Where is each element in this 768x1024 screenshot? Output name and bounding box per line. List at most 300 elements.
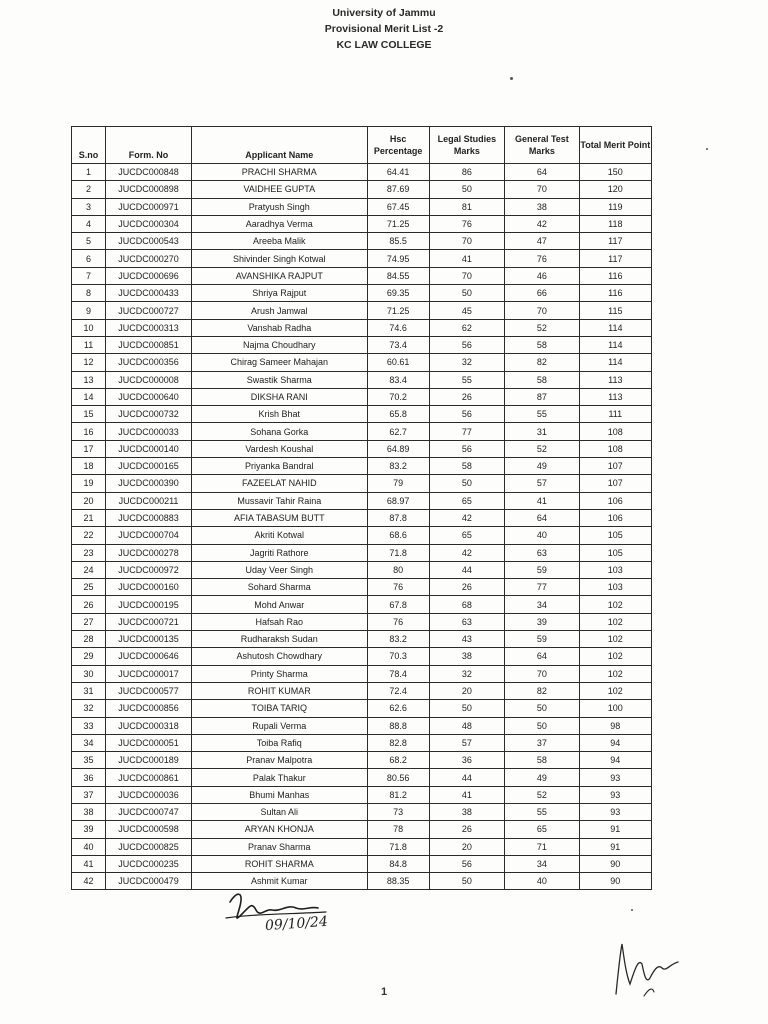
table-cell: 59	[505, 561, 579, 578]
table-row	[72, 734, 652, 751]
table-cell: 55	[429, 371, 504, 388]
table-row	[72, 371, 652, 388]
table-cell: 87.69	[367, 181, 429, 198]
table-row	[72, 509, 652, 526]
table-cell: 115	[579, 302, 651, 319]
table-cell: 63	[505, 544, 579, 561]
table-cell: JUCDC000721	[106, 613, 192, 630]
table-cell: 39	[72, 821, 106, 838]
table-cell: 91	[579, 821, 651, 838]
table-row	[72, 198, 652, 215]
table-cell: 74.95	[367, 250, 429, 267]
table-cell: 34	[505, 596, 579, 613]
table-cell: JUCDC000577	[106, 682, 192, 699]
table-cell: 20	[429, 838, 504, 855]
table-cell: 82	[505, 682, 579, 699]
table-cell: JUCDC000160	[106, 579, 192, 596]
table-cell: 74.6	[367, 319, 429, 336]
table-cell: 111	[579, 406, 651, 423]
table-cell: Sohana Gorka	[191, 423, 367, 440]
table-cell: Shriya Rajput	[191, 285, 367, 302]
table-cell: 49	[505, 769, 579, 786]
table-cell: JUCDC000696	[106, 267, 192, 284]
table-cell: 76	[429, 215, 504, 232]
table-cell: 102	[579, 631, 651, 648]
table-cell: 41	[72, 855, 106, 872]
table-cell: JUCDC000727	[106, 302, 192, 319]
table-cell: Swastik Sharma	[191, 371, 367, 388]
table-cell: JUCDC000135	[106, 631, 192, 648]
table-cell: 67.8	[367, 596, 429, 613]
table-row	[72, 544, 652, 561]
table-cell: 107	[579, 458, 651, 475]
table-cell: JUCDC000189	[106, 752, 192, 769]
table-cell: 82.8	[367, 734, 429, 751]
table-cell: 33	[72, 717, 106, 734]
table-row	[72, 181, 652, 198]
table-cell: 94	[579, 734, 651, 751]
table-cell: 50	[429, 181, 504, 198]
table-cell: TOIBA TARIQ	[191, 700, 367, 717]
table-row	[72, 631, 652, 648]
table-cell: 70	[505, 665, 579, 682]
column-header: Form. No	[106, 127, 192, 164]
table-cell: 7	[72, 267, 106, 284]
table-row	[72, 250, 652, 267]
merit-list-table	[71, 126, 652, 890]
table-cell: Hafsah Rao	[191, 613, 367, 630]
table-cell: 67.45	[367, 198, 429, 215]
table-cell: 52	[505, 440, 579, 457]
table-cell: 93	[579, 786, 651, 803]
table-cell: 28	[72, 631, 106, 648]
table-cell: 17	[72, 440, 106, 457]
table-cell: 116	[579, 267, 651, 284]
table-cell: AFIA TABASUM BUTT	[191, 509, 367, 526]
table-cell: JUCDC000646	[106, 648, 192, 665]
table-cell: 81	[429, 198, 504, 215]
table-row	[72, 319, 652, 336]
table-row	[72, 682, 652, 699]
table-cell: Sohard Sharma	[191, 579, 367, 596]
column-header: Applicant Name	[191, 127, 367, 164]
table-cell: Jagriti Rathore	[191, 544, 367, 561]
table-cell: 48	[429, 717, 504, 734]
table-cell: 56	[429, 855, 504, 872]
table-cell: 83.4	[367, 371, 429, 388]
table-cell: PRACHI SHARMA	[191, 164, 367, 181]
table-cell: 64	[505, 164, 579, 181]
table-cell: Pranav Malpotra	[191, 752, 367, 769]
table-cell: 41	[505, 492, 579, 509]
table-cell: 10	[72, 319, 106, 336]
table-cell: 64	[505, 648, 579, 665]
table-row	[72, 527, 652, 544]
table-cell: 69.35	[367, 285, 429, 302]
page-number: 1	[380, 986, 388, 998]
table-cell: JUCDC000304	[106, 215, 192, 232]
table-cell: 79	[367, 475, 429, 492]
table-cell: JUCDC000861	[106, 769, 192, 786]
table-cell: 40	[505, 873, 579, 890]
table-cell: ARYAN KHONJA	[191, 821, 367, 838]
table-row	[72, 821, 652, 838]
table-cell: Arush Jamwal	[191, 302, 367, 319]
table-cell: JUCDC000235	[106, 855, 192, 872]
table-cell: 56	[429, 336, 504, 353]
table-cell: 5	[72, 233, 106, 250]
table-cell: 87	[505, 388, 579, 405]
table-cell: 64	[505, 509, 579, 526]
table-cell: 71.8	[367, 838, 429, 855]
table-cell: Palak Thakur	[191, 769, 367, 786]
table-cell: JUCDC000313	[106, 319, 192, 336]
table-cell: 102	[579, 613, 651, 630]
table-cell: 80.56	[367, 769, 429, 786]
table-cell: 55	[505, 803, 579, 820]
table-row	[72, 492, 652, 509]
table-cell: 50	[429, 700, 504, 717]
table-cell: 30	[72, 665, 106, 682]
table-cell: Pranav Sharma	[191, 838, 367, 855]
table-cell: Vanshab Radha	[191, 319, 367, 336]
table-cell: 82	[505, 354, 579, 371]
table-cell: FAZEELAT NAHID	[191, 475, 367, 492]
table-cell: JUCDC000433	[106, 285, 192, 302]
table-cell: 55	[505, 406, 579, 423]
table-row	[72, 458, 652, 475]
table-cell: 84.55	[367, 267, 429, 284]
table-cell: 56	[429, 406, 504, 423]
table-cell: 22	[72, 527, 106, 544]
table-cell: 41	[429, 250, 504, 267]
table-cell: 62	[429, 319, 504, 336]
table-row	[72, 164, 652, 181]
table-cell: JUCDC000356	[106, 354, 192, 371]
table-cell: 106	[579, 509, 651, 526]
table-cell: 21	[72, 509, 106, 526]
table-row	[72, 648, 652, 665]
list-title: Provisional Merit List -2	[324, 23, 444, 35]
table-cell: 76	[367, 613, 429, 630]
table-cell: AVANSHIKA RAJPUT	[191, 267, 367, 284]
table-cell: 16	[72, 423, 106, 440]
table-cell: 65	[429, 527, 504, 544]
table-cell: JUCDC000390	[106, 475, 192, 492]
table-cell: JUCDC000825	[106, 838, 192, 855]
table-cell: 105	[579, 544, 651, 561]
college-name: KC LAW COLLEGE	[336, 39, 432, 51]
table-cell: 41	[429, 786, 504, 803]
table-cell: 8	[72, 285, 106, 302]
table-cell: Mohd Anwar	[191, 596, 367, 613]
table-cell: JUCDC000856	[106, 700, 192, 717]
table-cell: 85.5	[367, 233, 429, 250]
table-cell: 50	[429, 475, 504, 492]
table-cell: 13	[72, 371, 106, 388]
table-cell: JUCDC000972	[106, 561, 192, 578]
table-cell: 88.35	[367, 873, 429, 890]
table-cell: 70	[505, 302, 579, 319]
table-cell: 26	[429, 821, 504, 838]
table-cell: 76	[367, 579, 429, 596]
table-cell: 78.4	[367, 665, 429, 682]
table-cell: 58	[429, 458, 504, 475]
signature-date: 09/10/24	[264, 913, 329, 935]
table-cell: 43	[429, 631, 504, 648]
table-cell: 93	[579, 769, 651, 786]
table-cell: 94	[579, 752, 651, 769]
table-cell: JUCDC000008	[106, 371, 192, 388]
table-cell: 1	[72, 164, 106, 181]
table-cell: 150	[579, 164, 651, 181]
table-cell: 108	[579, 423, 651, 440]
table-body	[72, 164, 652, 890]
table-cell: 114	[579, 354, 651, 371]
table-cell: 40	[72, 838, 106, 855]
table-row	[72, 215, 652, 232]
table-cell: 118	[579, 215, 651, 232]
table-cell: 77	[505, 579, 579, 596]
table-cell: ROHIT SHARMA	[191, 855, 367, 872]
table-cell: 84.8	[367, 855, 429, 872]
document-header	[0, 5, 768, 53]
table-cell: 38	[505, 198, 579, 215]
table-cell: ROHIT KUMAR	[191, 682, 367, 699]
table-cell: JUCDC000165	[106, 458, 192, 475]
table-cell: 18	[72, 458, 106, 475]
table-cell: 80	[367, 561, 429, 578]
table-cell: 52	[505, 319, 579, 336]
column-header: S.no	[72, 127, 106, 164]
table-cell: 70.2	[367, 388, 429, 405]
table-cell: 78	[367, 821, 429, 838]
table-cell: 50	[429, 873, 504, 890]
table-cell: 70.3	[367, 648, 429, 665]
table-cell: 25	[72, 579, 106, 596]
table-cell: 68	[429, 596, 504, 613]
table-cell: 39	[505, 613, 579, 630]
table-cell: 38	[72, 803, 106, 820]
table-cell: 90	[579, 873, 651, 890]
table-cell: 65.8	[367, 406, 429, 423]
scan-speck	[510, 77, 513, 80]
table-cell: 50	[505, 700, 579, 717]
table-cell: 73	[367, 803, 429, 820]
table-row	[72, 233, 652, 250]
table-cell: 26	[429, 388, 504, 405]
table-cell: 114	[579, 336, 651, 353]
table-cell: Pratyush Singh	[191, 198, 367, 215]
table-row	[72, 388, 652, 405]
table-cell: 105	[579, 527, 651, 544]
table-cell: 59	[505, 631, 579, 648]
table-cell: 12	[72, 354, 106, 371]
table-cell: 71.25	[367, 302, 429, 319]
table-cell: 71	[505, 838, 579, 855]
table-cell: Ashutosh Chowdhary	[191, 648, 367, 665]
table-row	[72, 700, 652, 717]
table-cell: JUCDC000883	[106, 509, 192, 526]
table-cell: JUCDC000140	[106, 440, 192, 457]
table-cell: 100	[579, 700, 651, 717]
table-cell: 50	[429, 285, 504, 302]
table-cell: Sultan Ali	[191, 803, 367, 820]
table-cell: 24	[72, 561, 106, 578]
table-cell: 20	[429, 682, 504, 699]
table-cell: JUCDC000640	[106, 388, 192, 405]
table-cell: 64.41	[367, 164, 429, 181]
table-cell: 71.25	[367, 215, 429, 232]
table-row	[72, 423, 652, 440]
table-row	[72, 440, 652, 457]
table-cell: 46	[505, 267, 579, 284]
table-cell: 83.2	[367, 458, 429, 475]
table-cell: JUCDC000479	[106, 873, 192, 890]
table-cell: 68.2	[367, 752, 429, 769]
table-cell: 56	[429, 440, 504, 457]
university-name: University of Jammu	[332, 7, 436, 19]
table-row	[72, 354, 652, 371]
table-cell: Chirag Sameer Mahajan	[191, 354, 367, 371]
table-row	[72, 561, 652, 578]
table-cell: 57	[505, 475, 579, 492]
table-cell: 102	[579, 596, 651, 613]
table-cell: 63	[429, 613, 504, 630]
table-cell: 45	[429, 302, 504, 319]
table-cell: 9	[72, 302, 106, 319]
table-cell: 117	[579, 233, 651, 250]
table-cell: 2	[72, 181, 106, 198]
table-cell: 117	[579, 250, 651, 267]
table-cell: Vardesh Koushal	[191, 440, 367, 457]
table-cell: 93	[579, 803, 651, 820]
table-cell: JUCDC000270	[106, 250, 192, 267]
table-cell: JUCDC000851	[106, 336, 192, 353]
table-cell: Najma Choudhary	[191, 336, 367, 353]
table-cell: Krish Bhat	[191, 406, 367, 423]
table-cell: Mussavir Tahir Raina	[191, 492, 367, 509]
table-cell: 120	[579, 181, 651, 198]
table-cell: Aaradhya Verma	[191, 215, 367, 232]
table-cell: 66	[505, 285, 579, 302]
table-cell: 42	[505, 215, 579, 232]
column-header: General Test Marks	[505, 127, 579, 164]
table-cell: 90	[579, 855, 651, 872]
table-cell: 107	[579, 475, 651, 492]
table-cell: 20	[72, 492, 106, 509]
table-row	[72, 285, 652, 302]
table-cell: 70	[505, 181, 579, 198]
table-cell: 70	[429, 233, 504, 250]
table-cell: 114	[579, 319, 651, 336]
table-cell: 86	[429, 164, 504, 181]
table-header-row	[72, 127, 652, 164]
table-cell: 47	[505, 233, 579, 250]
table-cell: JUCDC000033	[106, 423, 192, 440]
table-cell: 15	[72, 406, 106, 423]
table-cell: 103	[579, 561, 651, 578]
table-cell: 37	[72, 786, 106, 803]
table-cell: Rudharaksh Sudan	[191, 631, 367, 648]
table-row	[72, 717, 652, 734]
table-cell: JUCDC000051	[106, 734, 192, 751]
table-cell: 32	[429, 354, 504, 371]
table-cell: 102	[579, 648, 651, 665]
table-cell: Rupali Verma	[191, 717, 367, 734]
table-cell: 71.8	[367, 544, 429, 561]
table-row	[72, 838, 652, 855]
table-cell: 49	[505, 458, 579, 475]
table-cell: 37	[505, 734, 579, 751]
table-cell: 36	[429, 752, 504, 769]
table-cell: 62.7	[367, 423, 429, 440]
table-cell: 65	[505, 821, 579, 838]
table-cell: 106	[579, 492, 651, 509]
table-cell: 102	[579, 682, 651, 699]
table-cell: 58	[505, 336, 579, 353]
table-cell: 113	[579, 388, 651, 405]
table-cell: 32	[429, 665, 504, 682]
table-cell: JUCDC000543	[106, 233, 192, 250]
table-cell: 26	[72, 596, 106, 613]
table-cell: 103	[579, 579, 651, 596]
table-cell: 57	[429, 734, 504, 751]
table-row	[72, 302, 652, 319]
table-cell: 35	[72, 752, 106, 769]
table-cell: 91	[579, 838, 651, 855]
table-cell: 42	[429, 509, 504, 526]
table-cell: 68.97	[367, 492, 429, 509]
table-row	[72, 803, 652, 820]
table-cell: 34	[72, 734, 106, 751]
table-cell: 23	[72, 544, 106, 561]
table-cell: JUCDC000195	[106, 596, 192, 613]
table-cell: JUCDC000598	[106, 821, 192, 838]
table-cell: Priyanka Bandral	[191, 458, 367, 475]
table-cell: Bhumi Manhas	[191, 786, 367, 803]
table-cell: JUCDC000898	[106, 181, 192, 198]
table-cell: 88.8	[367, 717, 429, 734]
table-cell: VAIDHEE GUPTA	[191, 181, 367, 198]
table-cell: Shivinder Singh Kotwal	[191, 250, 367, 267]
table-cell: 32	[72, 700, 106, 717]
table-cell: 29	[72, 648, 106, 665]
table-cell: DIKSHA RANI	[191, 388, 367, 405]
table-row	[72, 579, 652, 596]
table-cell: 98	[579, 717, 651, 734]
table-cell: 26	[429, 579, 504, 596]
table-row	[72, 406, 652, 423]
table-cell: 19	[72, 475, 106, 492]
column-header: Hsc Percentage	[367, 127, 429, 164]
column-header: Total Merit Point	[579, 127, 651, 164]
table-cell: 34	[505, 855, 579, 872]
table-cell: JUCDC000211	[106, 492, 192, 509]
table-cell: 68.6	[367, 527, 429, 544]
table-cell: 70	[429, 267, 504, 284]
table-cell: 31	[72, 682, 106, 699]
table-cell: 73.4	[367, 336, 429, 353]
table-cell: 31	[505, 423, 579, 440]
table-cell: 42	[429, 544, 504, 561]
table-cell: 38	[429, 803, 504, 820]
table-cell: 113	[579, 371, 651, 388]
table-cell: 77	[429, 423, 504, 440]
table-cell: 3	[72, 198, 106, 215]
table-cell: 72.4	[367, 682, 429, 699]
column-header: Legal Studies Marks	[429, 127, 504, 164]
